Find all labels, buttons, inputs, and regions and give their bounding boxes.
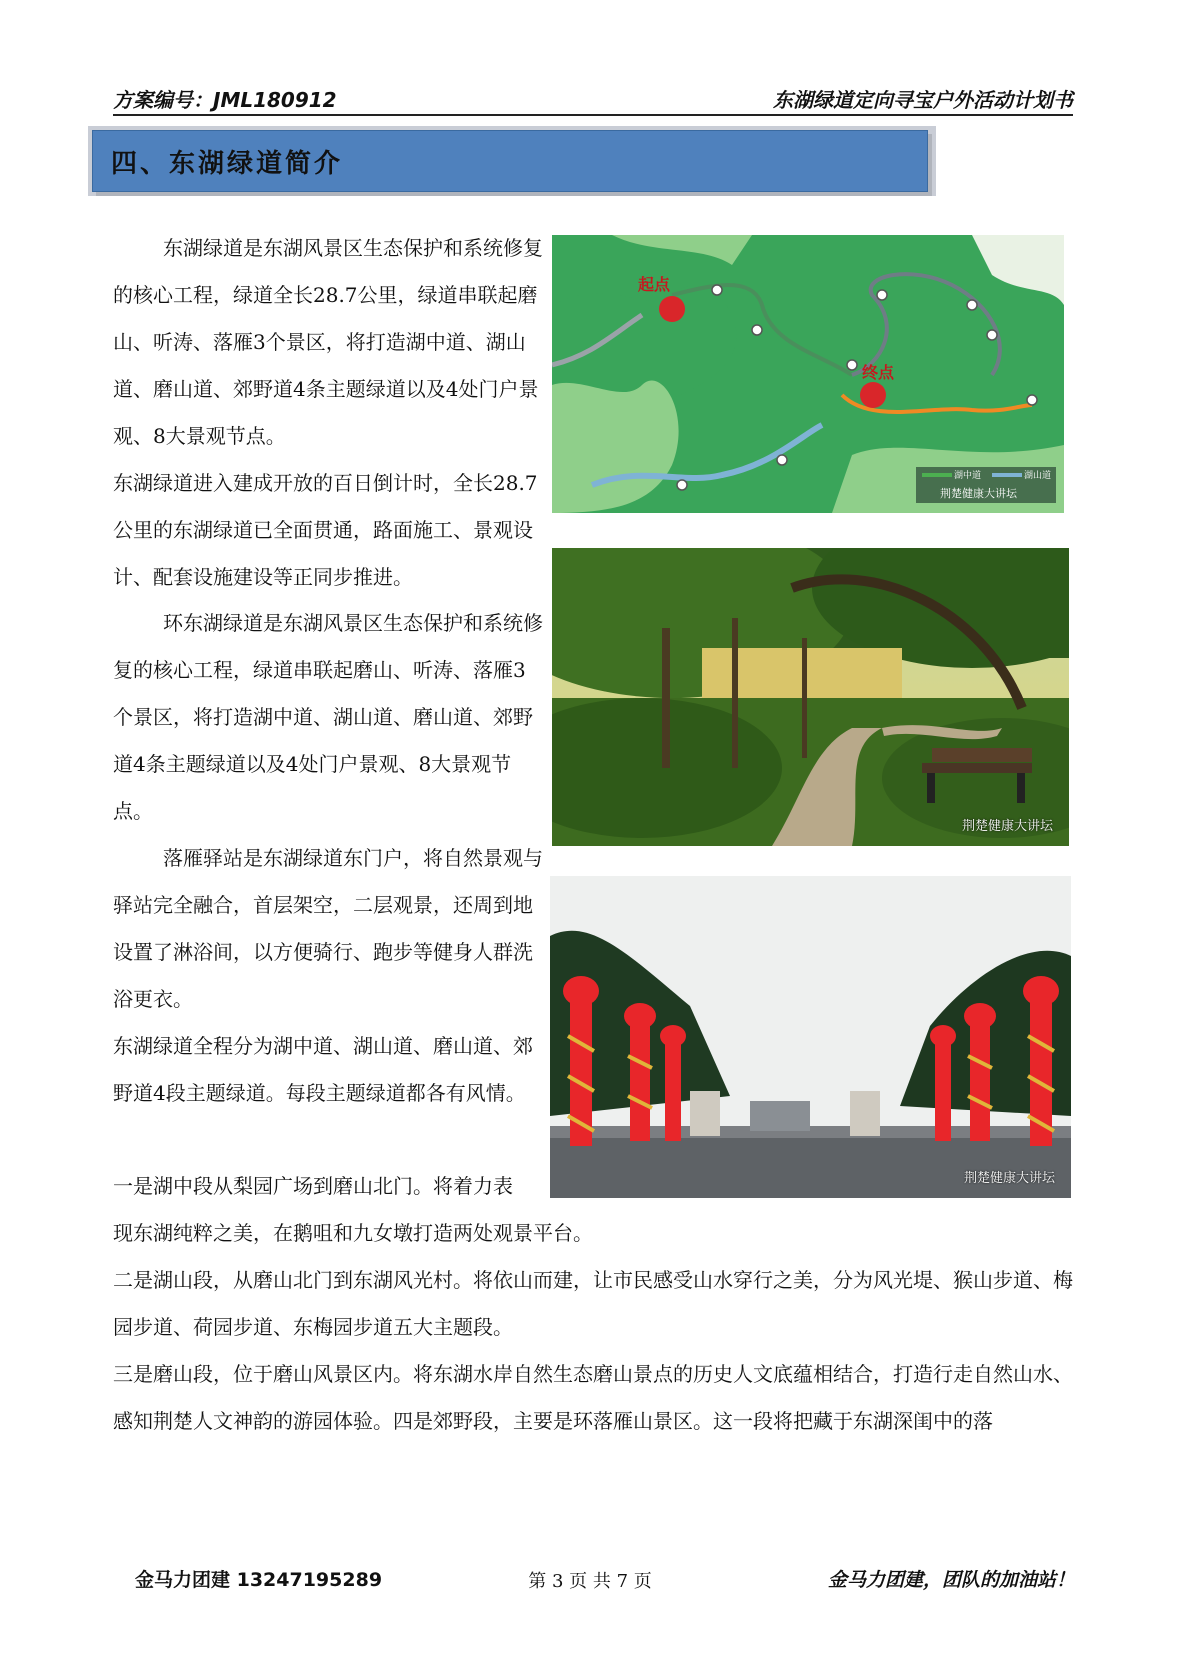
section-heading-bar — [92, 130, 928, 192]
map-start-label: 起点 — [638, 275, 671, 294]
footer-slogan: 金马力团建，团队的加油站！ — [827, 1569, 1075, 1591]
paragraph-7: 二是湖山段，从磨山北门到东湖风光村。将依山而建，让市民感受山水穿行之美，分为风光堤、猴山步道、梅园步道、荷园步道、东梅园步道五大主题段。 — [113, 1268, 1073, 1339]
start-marker — [659, 296, 685, 322]
map-end-label: 终点 — [862, 363, 895, 382]
footer-contact: 金马力团建 13247195289 — [135, 1569, 383, 1591]
document-title: 东湖绿道定向寻宝户外活动计划书 — [773, 88, 1073, 112]
legend-item-1: 湖中道 — [954, 471, 982, 481]
page-header — [113, 80, 1073, 116]
gate-photo-graphic — [550, 876, 1071, 1198]
paragraph-3: 环东湖绿道是东湖风景区生态保护和系统修复的核心工程，绿道串联起磨山、听涛、落雁3个景区，将打造湖中道、湖山道、磨山道、郊野道4条主题绿道以及4处门户景观、8大景观节点。 — [113, 611, 543, 823]
paragraph-5: 东湖绿道全程分为湖中道、湖山道、磨山道、郊野道4段主题绿道。每段主题绿道都各有风情。 — [113, 1034, 533, 1105]
paragraph-6-cont: 现东湖纯粹之美，在鹅咀和九女墩打造两处观景平台。 — [113, 1221, 593, 1245]
section-title: 四、东湖绿道简介 — [111, 149, 344, 179]
section-heading-frame — [88, 126, 936, 196]
paragraph-2: 东湖绿道进入建成开放的百日倒计时，全长28.7公里的东湖绿道已全面贯通，路面施工、景观设计、配套设施建设等正同步推进。 — [113, 471, 538, 589]
gate-photo-watermark: 荆楚健康大讲坛 — [963, 1171, 1055, 1186]
map-graphic — [552, 235, 1064, 513]
greenway-gate-photo — [550, 876, 1071, 1198]
path-photo-graphic — [552, 548, 1069, 846]
park-path-photo — [552, 548, 1069, 846]
end-marker — [860, 382, 886, 408]
paragraph-1: 东湖绿道是东湖风景区生态保护和系统修复的核心工程，绿道全长28.7公里，绿道串联起磨山、听涛、落雁3个景区，将打造湖中道、湖山道、磨山道、郊野道4条主题绿道以及4处门户景观、8大景观节点。 — [113, 236, 543, 448]
paragraph-8: 三是磨山段，位于磨山风景区内。将东湖水岸自然生态磨山景点的历史人文底蕴相结合，打造行走自然山水、感知荆楚人文神韵的游园体验。四是郊野段，主要是环落雁山景区。这一段将把藏于东湖深闺中的落 — [113, 1362, 1073, 1433]
map-watermark: 荆楚健康大讲坛 — [940, 487, 1017, 500]
paragraph-6: 一是湖中段从梨园广场到磨山北门。将着力表 — [113, 1174, 513, 1198]
paragraph-4: 落雁驿站是东湖绿道东门户，将自然景观与驿站完全融合，首层架空，二层观景，还周到地设置了淋浴间，以方便骑行、跑步等健身人群洗浴更衣。 — [113, 846, 543, 1011]
page-number: 第 3 页 共 7 页 — [528, 1571, 652, 1592]
greenway-map — [552, 235, 1064, 513]
plan-number: 方案编号：JML180912 — [113, 88, 337, 112]
legend-item-2: 湖山道 — [1024, 471, 1052, 481]
path-photo-watermark: 荆楚健康大讲坛 — [961, 819, 1053, 834]
